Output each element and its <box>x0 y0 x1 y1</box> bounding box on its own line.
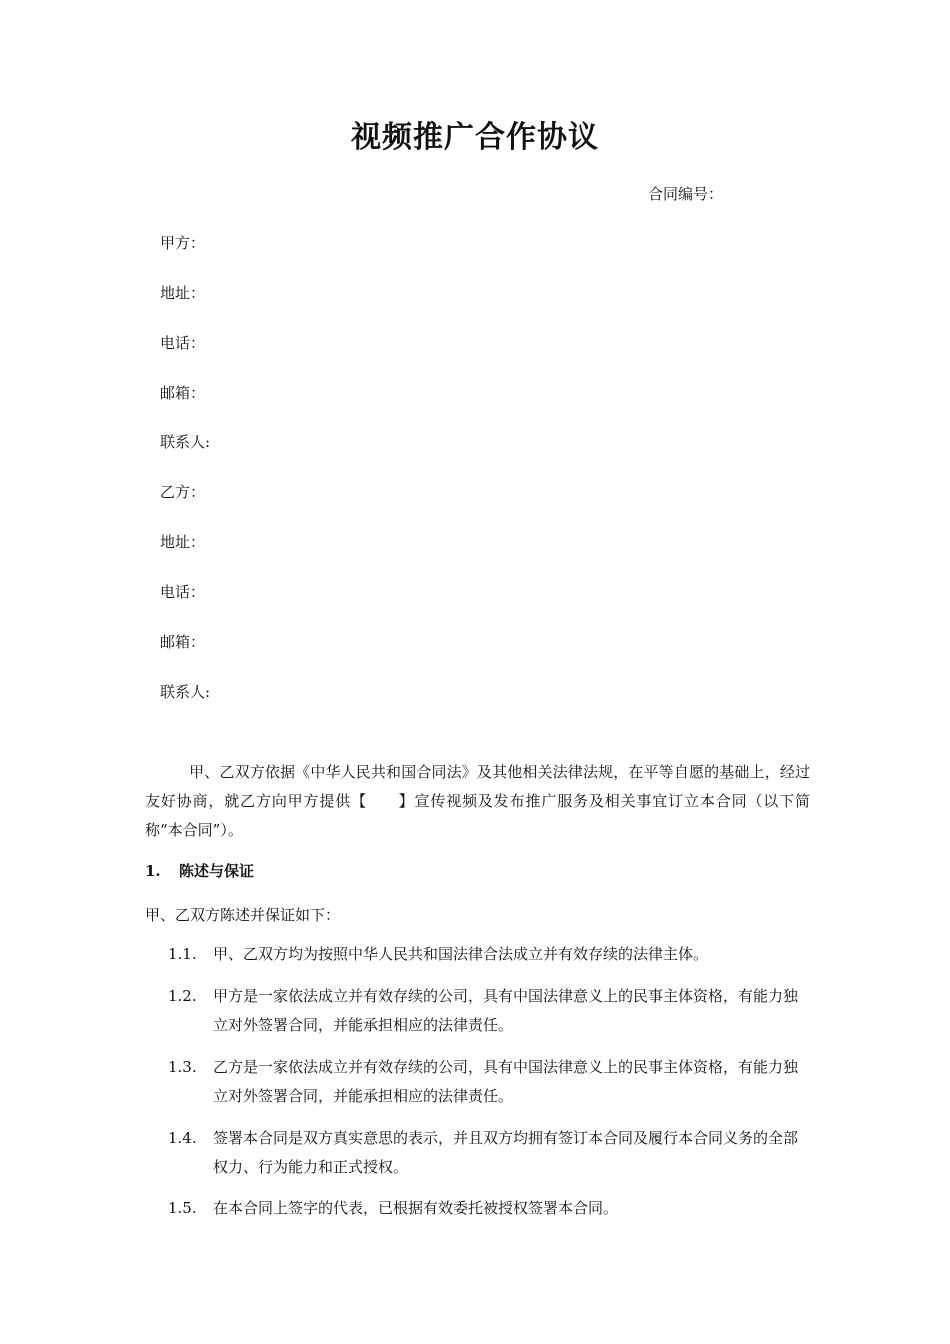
document-title: 视频推广合作协议 <box>351 120 599 155</box>
clause-1-5 <box>168 1194 810 1223</box>
party-b-name-field: 乙方： <box>160 483 206 501</box>
party-b-address-field: 地址： <box>160 533 206 551</box>
clause-text: 乙方是一家依法成立并有效存续的公司，具有中国法律意义上的民事主体资格，有能力独立对外签署合同，并能承担相应的法律责任。 <box>213 1058 799 1105</box>
section-1-lead: 甲、乙双方陈述并保证如下： <box>145 906 341 924</box>
clause-text: 在本合同上签字的代表，已根据有效委托被授权签署本合同。 <box>213 1199 619 1217</box>
party-a-email-field: 邮箱： <box>160 384 206 402</box>
party-b-contact-field: 联系人: <box>160 683 211 701</box>
clause-1-4 <box>168 1124 810 1182</box>
party-a-address-field: 地址： <box>160 284 206 302</box>
clause-number: 1.3. <box>168 1058 197 1076</box>
party-a-name-field: 甲方： <box>160 234 206 252</box>
intro-paragraph-text: 甲、乙双方依据《中华人民共和国合同法》及其他相关法律法规，在平等自愿的基础上，经过友好协商，就乙方向甲方提供【 】宣传视频及发布推广服务及相关事宜订立本合同（以下简称“本合同”）。 <box>145 763 810 839</box>
clause-number: 1.5. <box>168 1199 197 1217</box>
section-1-title: 陈述与保证 <box>179 862 255 880</box>
contract-number-label: 合同编号： <box>648 185 724 203</box>
intro-paragraph <box>145 758 810 845</box>
party-a-phone-field: 电话： <box>160 334 206 352</box>
party-a-contact-field: 联系人: <box>160 433 211 451</box>
clause-text: 甲、乙双方均为按照中华人民共和国法律合法成立并有效存续的法律主体。 <box>213 945 709 963</box>
clause-number: 1.2. <box>168 987 197 1005</box>
clause-number: 1.4. <box>168 1129 197 1147</box>
clause-1-1 <box>168 940 810 969</box>
section-1-heading <box>145 860 254 881</box>
clause-1-3 <box>168 1053 810 1111</box>
section-1-number: 1. <box>145 862 161 880</box>
clause-number: 1.1. <box>168 945 197 963</box>
party-b-phone-field: 电话： <box>160 583 206 601</box>
clause-text: 签署本合同是双方真实意思的表示，并且双方均拥有签订本合同及履行本合同义务的全部权力、行为能力和正式授权。 <box>213 1129 799 1176</box>
clause-1-2 <box>168 982 810 1040</box>
clause-text: 甲方是一家依法成立并有效存续的公司，具有中国法律意义上的民事主体资格，有能力独立对外签署合同，并能承担相应的法律责任。 <box>213 987 799 1034</box>
party-b-email-field: 邮箱： <box>160 633 206 651</box>
